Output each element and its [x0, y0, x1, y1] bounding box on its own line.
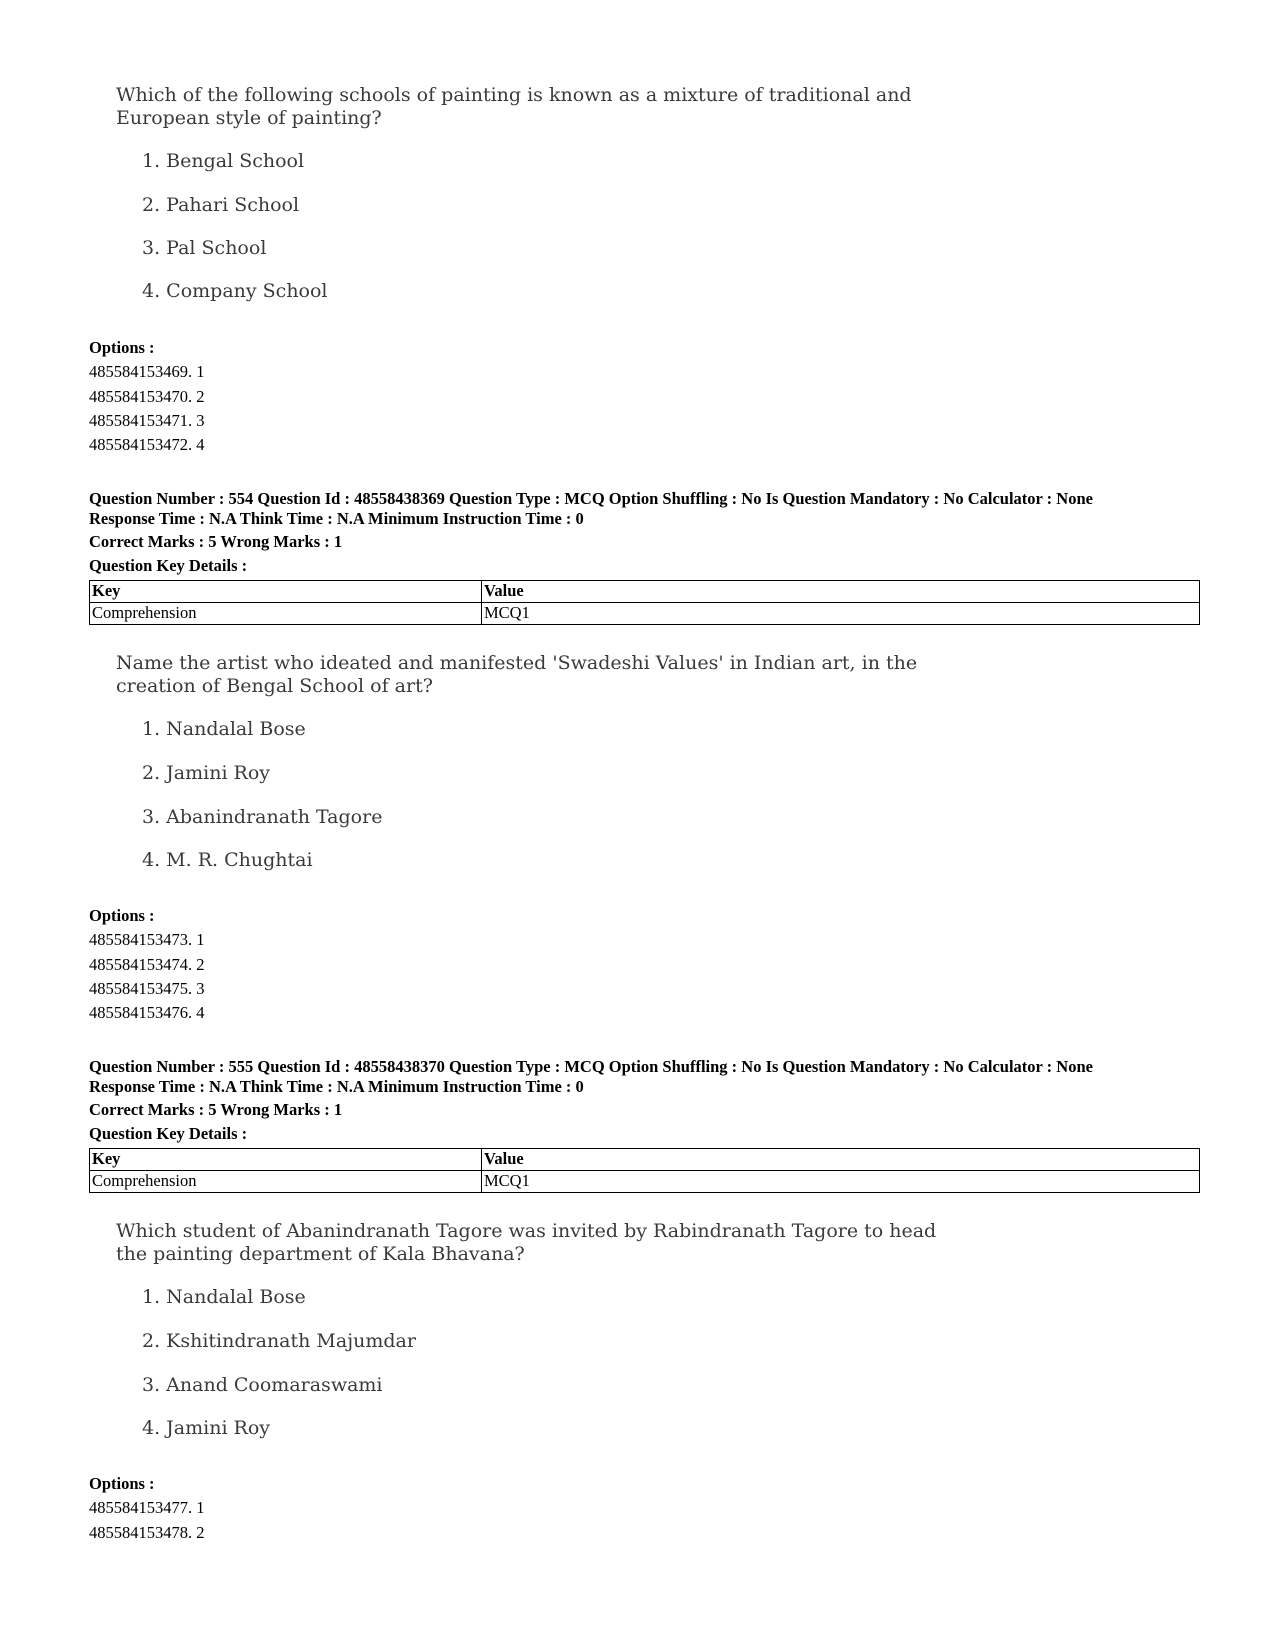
options-header: Options : — [89, 338, 155, 357]
choice-item: 1. Nandalal Bose — [142, 718, 306, 740]
key-details-table — [89, 1148, 1200, 1193]
table-cell: MCQ1 — [482, 603, 1200, 625]
option-line: 485584153473. 1 — [89, 930, 205, 950]
question-meta-line: Response Time : N.A Think Time : N.A Minimum Instruction Time : 0 — [89, 1077, 584, 1096]
choice-item: 3. Anand Coomaraswami — [142, 1374, 383, 1396]
question-image-2 — [116, 652, 1016, 871]
options-section — [89, 1472, 205, 1545]
table-header-cell: Value — [482, 581, 1200, 603]
table-header-row — [90, 1149, 1200, 1171]
question-text: Name the artist who ideated and manifested 'Swadeshi Values' in Indian art, in the creation of Bengal School of art? — [116, 652, 918, 697]
option-line: 485584153472. 4 — [89, 435, 205, 455]
option-line: 485584153475. 3 — [89, 978, 205, 998]
choice-item: 4. Company School — [142, 280, 328, 302]
options-header: Options : — [89, 1474, 155, 1493]
table-header-cell: Key — [90, 581, 482, 603]
question-meta — [89, 489, 1209, 529]
question-text: Which of the following schools of painting is known as a mixture of traditional and European style of painting? — [116, 84, 912, 129]
table-cell: Comprehension — [90, 603, 482, 625]
choice-item: 3. Abanindranath Tagore — [142, 806, 383, 828]
option-line: 485584153469. 1 — [89, 362, 205, 382]
question-meta-line: Question Number : 554 Question Id : 48558438369 Question Type : MCQ Option Shuffling : No Is Question Mandatory : No Calculator : None — [89, 489, 1093, 508]
question-meta — [89, 1057, 1209, 1097]
option-line: 485584153471. 3 — [89, 410, 205, 430]
choice-item: 2. Pahari School — [142, 194, 300, 216]
marks-line: Correct Marks : 5 Wrong Marks : 1 — [89, 532, 343, 551]
question-text: Which student of Abanindranath Tagore was invited by Rabindranath Tagore to head the painting department of Kala Bhavana? — [116, 1220, 937, 1265]
choice-item: 3. Pal School — [142, 237, 267, 259]
option-line: 485584153477. 1 — [89, 1498, 205, 1518]
option-line: 485584153478. 2 — [89, 1522, 205, 1542]
choice-item: 2. Jamini Roy — [142, 762, 271, 784]
question-image-3 — [116, 1220, 1016, 1439]
key-details-table — [89, 580, 1200, 625]
table-row — [90, 1171, 1200, 1193]
question-meta-line: Question Number : 555 Question Id : 48558438370 Question Type : MCQ Option Shuffling : No Is Question Mandatory : No Calculator : None — [89, 1057, 1093, 1076]
marks-line: Correct Marks : 5 Wrong Marks : 1 — [89, 1100, 343, 1119]
table-cell: Comprehension — [90, 1171, 482, 1193]
options-section — [89, 336, 205, 457]
options-header: Options : — [89, 906, 155, 925]
options-section — [89, 904, 205, 1025]
table-header-row — [90, 581, 1200, 603]
option-line: 485584153476. 4 — [89, 1003, 205, 1023]
option-line: 485584153470. 2 — [89, 386, 205, 406]
key-details-label: Question Key Details : — [89, 1124, 248, 1143]
choice-item: 2. Kshitindranath Majumdar — [142, 1330, 416, 1352]
table-header-cell: Value — [482, 1149, 1200, 1171]
choice-item: 4. Jamini Roy — [142, 1417, 271, 1439]
choice-item: 1. Nandalal Bose — [142, 1286, 306, 1308]
choice-item: 4. M. R. Chughtai — [142, 849, 313, 871]
choice-item: 1. Bengal School — [142, 150, 305, 172]
key-details-label: Question Key Details : — [89, 556, 248, 575]
question-meta-line: Response Time : N.A Think Time : N.A Minimum Instruction Time : 0 — [89, 509, 584, 528]
question-image-1 — [116, 84, 1016, 302]
table-row — [90, 603, 1200, 625]
table-cell: MCQ1 — [482, 1171, 1200, 1193]
option-line: 485584153474. 2 — [89, 954, 205, 974]
table-header-cell: Key — [90, 1149, 482, 1171]
